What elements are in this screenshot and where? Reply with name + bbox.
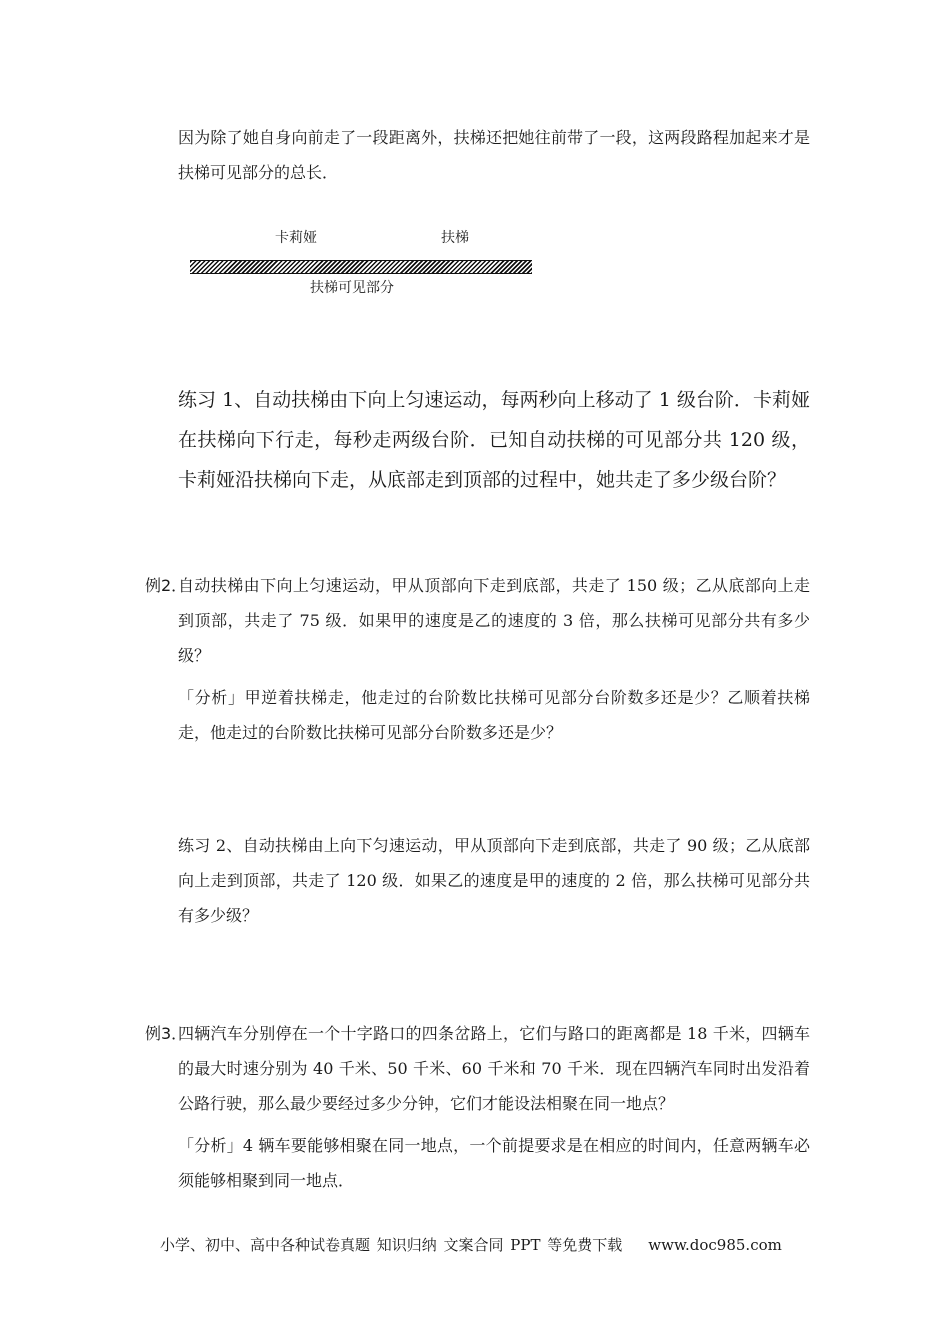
page-footer [160,1233,782,1257]
practice-2-paragraph: 练习 2、自动扶梯由上向下匀速运动，甲从顶部向下走到底部，共走了 90 级；乙从底部向上走到顶部，共走了 120 级．如果乙的速度是甲的速度的 2 倍，那么扶梯可见部分共有多少级？ [178,836,810,925]
example-2-analysis: 「分析」甲逆着扶梯走，他走过的台阶数比扶梯可见部分台阶数多还是少？乙顺着扶梯走，他走过的台阶数比扶梯可见部分台阶数多还是少？ [178,688,810,742]
example-2-problem: 自动扶梯由下向上匀速运动，甲从顶部向下走到底部，共走了 150 级；乙从底部向上走到顶部，共走了 75 级．如果甲的速度是乙的速度的 3 倍，那么扶梯可见部分共有多少级？ [178,576,810,665]
diagram-label-visible-part: 扶梯可见部分 [310,280,394,296]
escalator-hatched-bar [190,260,532,274]
practice-1-paragraph: 练习 1、自动扶梯由下向上匀速运动，每两秒向上移动了 1 级台阶．卡莉娅在扶梯向下行走，每秒走两级台阶．已知自动扶梯的可见部分共 120 级，卡莉娅沿扶梯向下走，从底部走到顶部的过程中，她共走了多少级台阶？ [178,389,810,491]
diagram-label-person: 卡莉娅 [275,230,317,246]
example-3-label: 例3． [145,1024,188,1043]
example-3-analysis: 「分析」4 辆车要能够相聚在同一地点，一个前提要求是在相应的时间内，任意两辆车必须能够相聚到同一地点． [178,1136,810,1190]
intro-paragraph: 因为除了她自身向前走了一段距离外，扶梯还把她往前带了一段，这两段路程加起来才是扶梯可见部分的总长． [178,128,810,182]
footer-text: 小学、初中、高中各种试卷真题 知识归纳 文案合同 PPT 等免费下载 [160,1236,623,1254]
example-3-problem: 四辆汽车分别停在一个十字路口的四条岔路上，它们与路口的距离都是 18 千米，四辆车的最大时速分别为 40 千米、50 千米、60 千米和 70 千米．现在四辆汽车同时出发沿着公路行驶，那么最少要经过多少分钟，它们才能设法相聚在同一地点？ [178,1024,810,1113]
diagram-label-escalator: 扶梯 [441,230,469,246]
footer-url[interactable]: www.doc985.com [648,1236,782,1254]
example-2-label: 例2． [145,576,188,595]
